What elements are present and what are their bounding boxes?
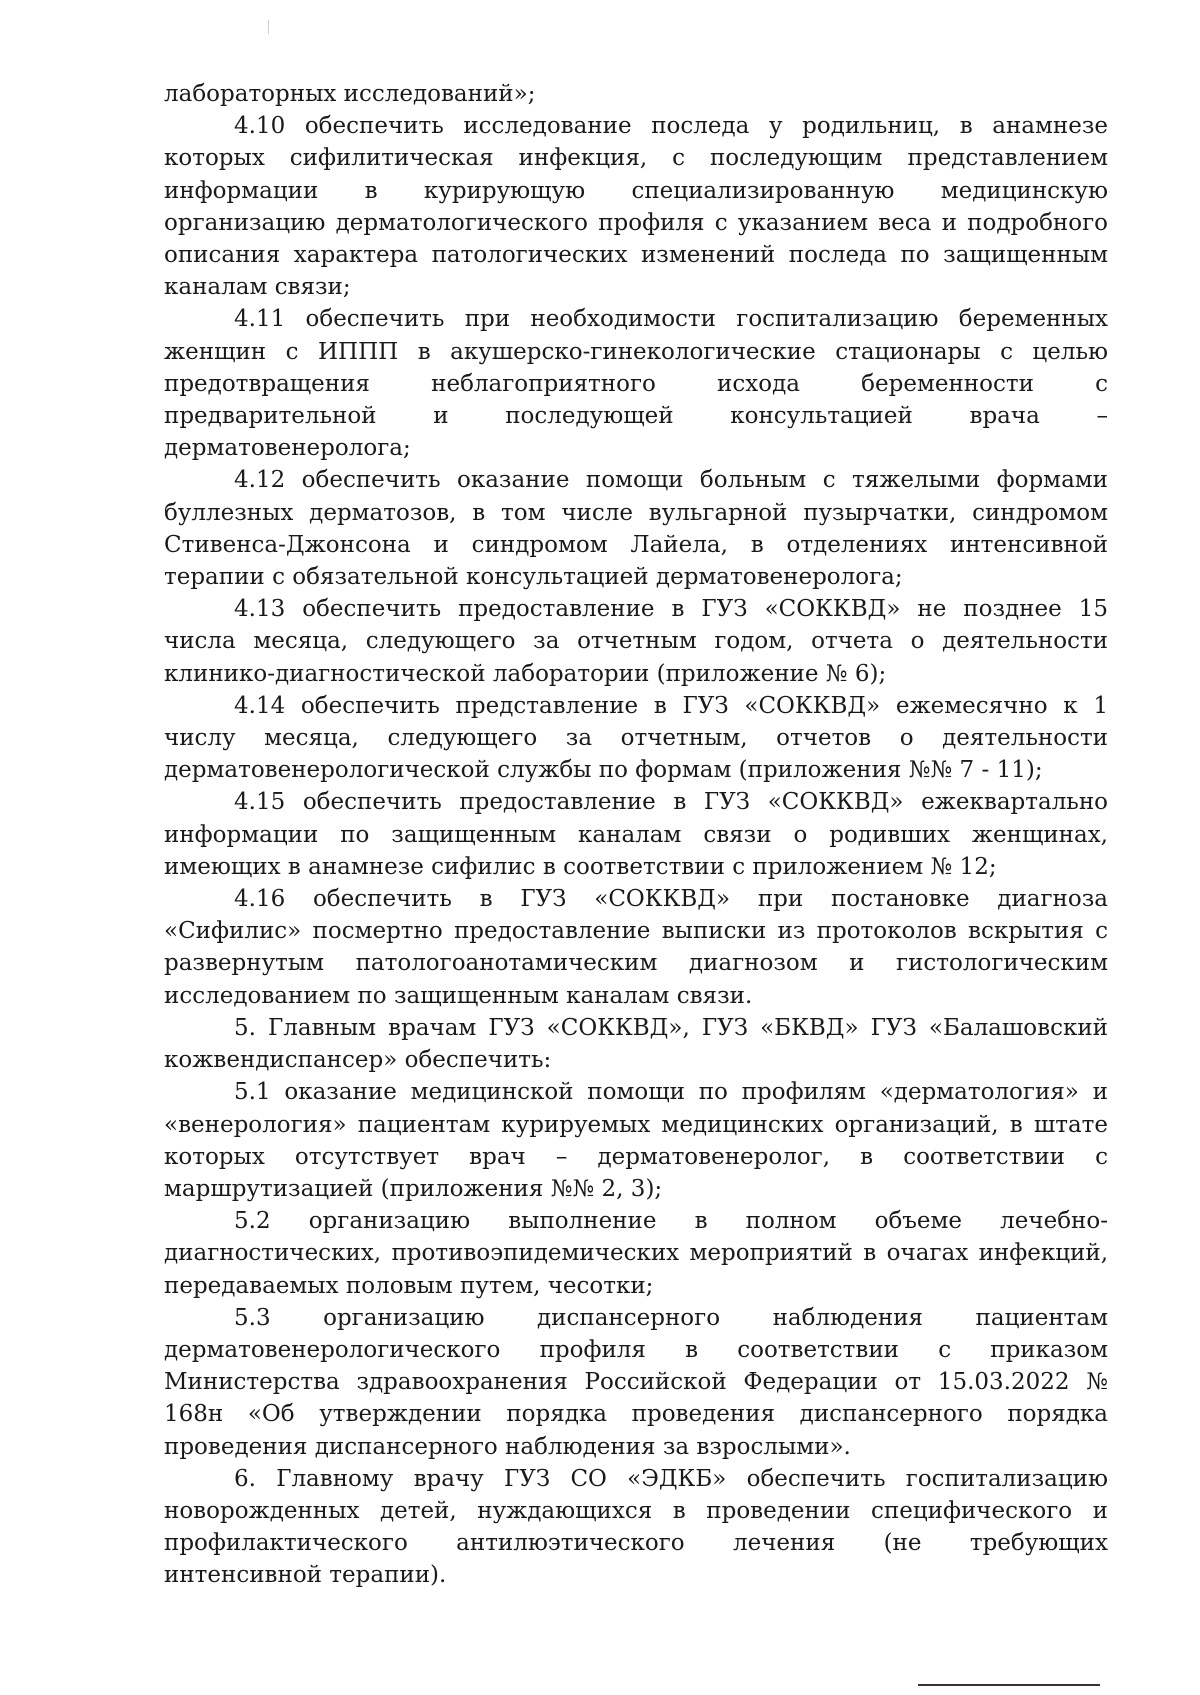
- paragraph-continuation: лабораторных исследований»;: [164, 81, 536, 107]
- footer-rule: [918, 1684, 1100, 1686]
- paragraph-4-15: 4.15 обеспечить предоставление в ГУЗ «СОККВД» ежеквартально информации по защищенным каналам связи о родивших женщинах, имеющих в анамнезе сифилис в соответствии с приложением № 12;: [164, 789, 1108, 880]
- paragraph-6: 6. Главному врачу ГУЗ СО «ЭДКБ» обеспечить госпитализацию новорожденных детей, нуждающихся в проведении специфического и профилактического антилюэтического лечения (не требующих интенсивной терапии).: [164, 1465, 1108, 1589]
- paragraph-5-3: 5.3 организацию диспансерного наблюдения пациентам дерматовенерологического профиля в соответствии с приказом Министерства здравоохранения Российской Федерации от 15.03.2022 № 168н «Об утверждении порядка проведения диспансерного порядка проведения диспансерного наблюдения за взрослыми».: [164, 1304, 1108, 1460]
- paragraph-5-2: 5.2 организацию выполнение в полном объеме лечебно-диагностических, противоэпидемических мероприятий в очагах инфекций, передаваемых половым путем, чесотки;: [164, 1208, 1108, 1299]
- paragraph-5-1: 5.1 оказание медицинской помощи по профилям «дерматология» и «венерология» пациентам курируемых медицинских организаций, в штате которых отсутствует врач – дерматовенеролог, в соответствии с маршрутизацией (приложения №№ 2, 3);: [164, 1079, 1108, 1202]
- scan-artifact-mark: [268, 20, 269, 34]
- paragraph-5: 5. Главным врачам ГУЗ «СОККВД», ГУЗ «БКВД» ГУЗ «Балашовский кожвендиспансер» обеспечить:: [164, 1014, 1108, 1074]
- paragraph-4-11: 4.11 обеспечить при необходимости госпитализацию беременных женщин с ИППП в акушерско-гинекологические стационары с целью предотвращения неблагоприятного исхода беременности с предварительной и последующей консультацией врача – дерматовенеролога;: [164, 306, 1108, 462]
- paragraph-4-16: 4.16 обеспечить в ГУЗ «СОККВД» при постановке диагноза «Сифилис» посмертно предоставление выписки из протоколов вскрытия с развернутым патологоанотамическим диагнозом и гистологическим исследованием по защищенным каналам связи.: [164, 886, 1108, 1009]
- paragraph-4-13: 4.13 обеспечить предоставление в ГУЗ «СОККВД» не позднее 15 числа месяца, следующего за отчетным годом, отчета о деятельности клинико-диагностической лаборатории (приложение № 6);: [164, 596, 1108, 687]
- document-body: [164, 78, 1108, 1592]
- paragraph-4-12: 4.12 обеспечить оказание помощи больным с тяжелыми формами буллезных дерматозов, в том числе вульгарной пузырчатки, синдромом Стивенса-Джонсона и синдромом Лайела, в отделениях интенсивной терапии с обязательной консультацией дерматовенеролога;: [164, 467, 1108, 591]
- paragraph-4-10: 4.10 обеспечить исследование последа у родильниц, в анамнезе которых сифилитическая инфекция, с последующим представлением информации в курирующую специализированную медицинскую организацию дерматологического профиля с указанием веса и подробного описания характера патологических изменений последа по защищенным каналам связи;: [164, 113, 1108, 301]
- paragraph-4-14: 4.14 обеспечить представление в ГУЗ «СОККВД» ежемесячно к 1 числу месяца, следующего за отчетным, отчетов о деятельности дерматовенерологической службы по формам (приложения №№ 7 - 11);: [164, 692, 1108, 784]
